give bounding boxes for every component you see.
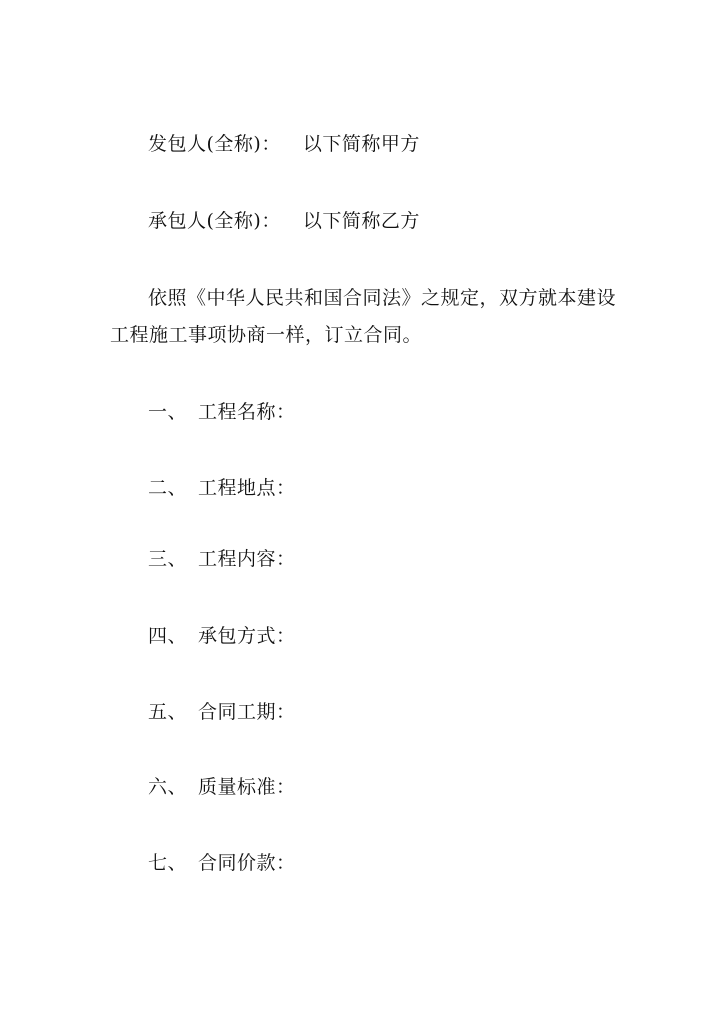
clause-label: 工程内容： (198, 548, 296, 570)
clause-6 (148, 775, 296, 799)
clause-3 (148, 547, 296, 571)
clause-number: 一、 (148, 401, 188, 423)
clause-label: 承包方式： (198, 625, 296, 647)
employer-label: 发包人(全称)： (148, 133, 281, 155)
contractor-value: 以下简称乙方 (302, 210, 420, 232)
contractor-label: 承包人(全称)： (148, 210, 281, 232)
clause-label: 质量标准： (198, 776, 296, 798)
clause-label: 工程地点： (198, 477, 296, 499)
clause-label: 合同价款： (198, 852, 296, 874)
clause-number: 六、 (148, 776, 188, 798)
clause-number: 七、 (148, 852, 188, 874)
clause-label: 合同工期： (198, 701, 296, 723)
contractor-line (148, 209, 420, 233)
clause-number: 五、 (148, 701, 188, 723)
clause-4 (148, 624, 296, 648)
preamble-line-1: 依照《中华人民共和国合同法》之规定，双方就本建设 (148, 287, 617, 309)
employer-value: 以下简称甲方 (302, 133, 420, 155)
clause-number: 二、 (148, 477, 188, 499)
clause-number: 三、 (148, 548, 188, 570)
clause-7 (148, 851, 296, 875)
clause-5 (148, 700, 296, 724)
preamble-line-2: 工程施工事项协商一样，订立合同。 (110, 324, 423, 346)
clause-number: 四、 (148, 625, 188, 647)
clause-1 (148, 400, 296, 424)
clause-label: 工程名称： (198, 401, 296, 423)
employer-line (148, 132, 420, 156)
clause-2 (148, 476, 296, 500)
